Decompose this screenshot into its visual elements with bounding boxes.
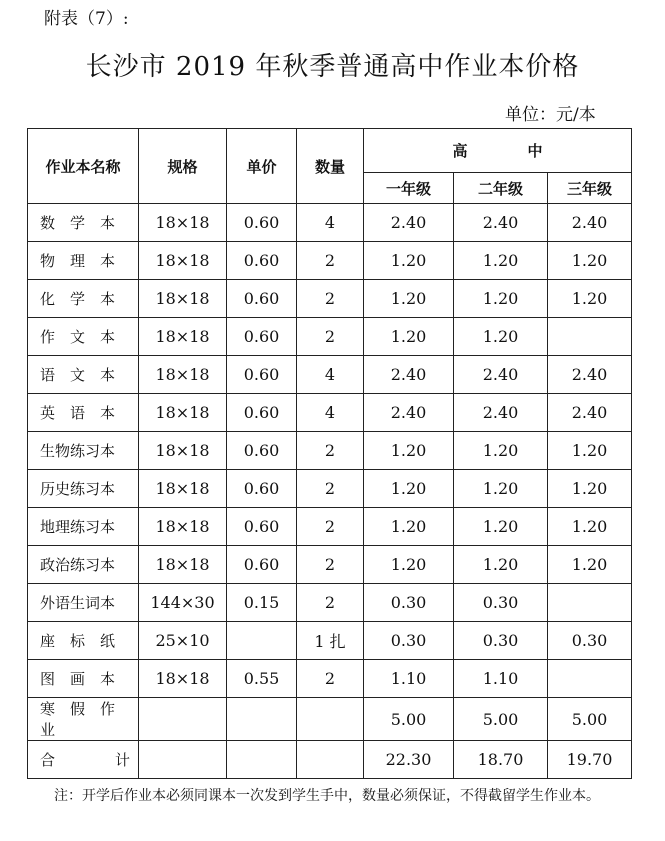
row-spec: 18×18 <box>139 432 227 470</box>
row-price: 0.55 <box>227 660 297 698</box>
table-row <box>28 698 632 741</box>
table-row <box>28 622 632 660</box>
row-spec: 18×18 <box>139 242 227 280</box>
row-grade3 <box>548 660 632 698</box>
row-quantity <box>297 741 364 779</box>
row-grade3 <box>548 584 632 622</box>
row-quantity: 2 <box>297 584 364 622</box>
row-quantity: 1 扎 <box>297 622 364 660</box>
row-name: 图 画 本 <box>28 660 139 698</box>
row-quantity: 4 <box>297 204 364 242</box>
row-price <box>227 698 297 741</box>
row-name: 英 语 本 <box>28 394 139 432</box>
row-grade2: 18.70 <box>454 741 548 779</box>
row-price: 0.60 <box>227 432 297 470</box>
table-row <box>28 470 632 508</box>
row-grade1: 1.20 <box>364 546 454 584</box>
row-name: 外语生词本 <box>28 584 139 622</box>
row-price: 0.60 <box>227 356 297 394</box>
row-grade2: 1.20 <box>454 508 548 546</box>
row-price: 0.60 <box>227 508 297 546</box>
row-grade1: 1.20 <box>364 242 454 280</box>
row-name: 物 理 本 <box>28 242 139 280</box>
row-grade3: 1.20 <box>548 470 632 508</box>
row-name: 政治练习本 <box>28 546 139 584</box>
row-grade1: 1.20 <box>364 508 454 546</box>
table-row <box>28 318 632 356</box>
row-grade1: 2.40 <box>364 394 454 432</box>
row-price: 0.60 <box>227 204 297 242</box>
row-grade1: 1.20 <box>364 318 454 356</box>
row-price: 0.60 <box>227 546 297 584</box>
row-name: 生物练习本 <box>28 432 139 470</box>
row-spec: 144×30 <box>139 584 227 622</box>
table-row <box>28 546 632 584</box>
row-spec: 18×18 <box>139 546 227 584</box>
table-row <box>28 432 632 470</box>
row-quantity: 2 <box>297 280 364 318</box>
row-spec: 25×10 <box>139 622 227 660</box>
row-name: 地理练习本 <box>28 508 139 546</box>
row-grade1: 1.20 <box>364 470 454 508</box>
row-name: 合 计 <box>28 741 139 779</box>
row-grade2: 5.00 <box>454 698 548 741</box>
row-grade2: 1.10 <box>454 660 548 698</box>
row-grade1: 0.30 <box>364 622 454 660</box>
row-grade2: 1.20 <box>454 318 548 356</box>
appendix-label: 附表（7）: <box>44 9 129 29</box>
row-spec: 18×18 <box>139 318 227 356</box>
row-grade3: 1.20 <box>548 432 632 470</box>
row-spec: 18×18 <box>139 660 227 698</box>
row-name: 寒 假 作 业 <box>28 698 139 741</box>
row-quantity: 2 <box>297 508 364 546</box>
row-grade2: 1.20 <box>454 546 548 584</box>
row-spec: 18×18 <box>139 394 227 432</box>
row-grade3: 2.40 <box>548 204 632 242</box>
header-name: 作业本名称 <box>28 129 139 204</box>
row-grade3: 1.20 <box>548 242 632 280</box>
table-row <box>28 280 632 318</box>
header-high-school: 高 中 <box>364 129 632 173</box>
table-row <box>28 204 632 242</box>
row-grade1: 0.30 <box>364 584 454 622</box>
header-spec: 规格 <box>139 129 227 204</box>
row-spec: 18×18 <box>139 204 227 242</box>
row-spec <box>139 741 227 779</box>
header-grade2: 二年级 <box>454 173 548 204</box>
row-grade3: 1.20 <box>548 546 632 584</box>
row-price: 0.60 <box>227 280 297 318</box>
table-row <box>28 660 632 698</box>
row-grade2: 0.30 <box>454 584 548 622</box>
row-spec: 18×18 <box>139 508 227 546</box>
row-price: 0.60 <box>227 470 297 508</box>
table-row <box>28 741 632 779</box>
row-price: 0.60 <box>227 318 297 356</box>
price-table <box>27 128 632 779</box>
row-quantity: 2 <box>297 660 364 698</box>
row-spec <box>139 698 227 741</box>
row-grade3: 5.00 <box>548 698 632 741</box>
row-grade1: 2.40 <box>364 356 454 394</box>
row-quantity: 2 <box>297 318 364 356</box>
row-grade1: 22.30 <box>364 741 454 779</box>
row-quantity: 4 <box>297 356 364 394</box>
row-price: 0.15 <box>227 584 297 622</box>
table-row <box>28 508 632 546</box>
row-spec: 18×18 <box>139 280 227 318</box>
row-grade1: 2.40 <box>364 204 454 242</box>
row-grade3: 1.20 <box>548 280 632 318</box>
row-price: 0.60 <box>227 242 297 280</box>
row-grade3 <box>548 318 632 356</box>
row-grade2: 2.40 <box>454 394 548 432</box>
row-grade3: 2.40 <box>548 394 632 432</box>
table-row <box>28 584 632 622</box>
header-grade1: 一年级 <box>364 173 454 204</box>
row-grade1: 5.00 <box>364 698 454 741</box>
row-name: 历史练习本 <box>28 470 139 508</box>
row-grade3: 19.70 <box>548 741 632 779</box>
row-name: 座 标 纸 <box>28 622 139 660</box>
row-grade2: 1.20 <box>454 242 548 280</box>
row-quantity: 4 <box>297 394 364 432</box>
row-name: 数 学 本 <box>28 204 139 242</box>
row-quantity: 2 <box>297 546 364 584</box>
row-price <box>227 622 297 660</box>
row-grade2: 1.20 <box>454 470 548 508</box>
header-unit-price: 单价 <box>227 129 297 204</box>
row-name: 语 文 本 <box>28 356 139 394</box>
row-grade2: 1.20 <box>454 280 548 318</box>
row-grade1: 1.10 <box>364 660 454 698</box>
row-spec: 18×18 <box>139 356 227 394</box>
table-row <box>28 356 632 394</box>
row-grade2: 0.30 <box>454 622 548 660</box>
header-grade3: 三年级 <box>548 173 632 204</box>
page-title: 长沙市 2019 年秋季普通高中作业本价格 <box>85 52 580 82</box>
row-quantity: 2 <box>297 242 364 280</box>
row-grade1: 1.20 <box>364 432 454 470</box>
header-quantity: 数量 <box>297 129 364 204</box>
row-grade3: 0.30 <box>548 622 632 660</box>
row-name: 化 学 本 <box>28 280 139 318</box>
unit-note: 单位：元/本 <box>505 105 596 125</box>
row-price: 0.60 <box>227 394 297 432</box>
row-grade2: 2.40 <box>454 356 548 394</box>
row-grade2: 2.40 <box>454 204 548 242</box>
table-row <box>28 242 632 280</box>
row-spec: 18×18 <box>139 470 227 508</box>
row-quantity: 2 <box>297 470 364 508</box>
row-price <box>227 741 297 779</box>
row-name: 作 文 本 <box>28 318 139 356</box>
row-quantity: 2 <box>297 432 364 470</box>
row-grade3: 2.40 <box>548 356 632 394</box>
table-row <box>28 394 632 432</box>
row-grade2: 1.20 <box>454 432 548 470</box>
row-grade3: 1.20 <box>548 508 632 546</box>
row-grade1: 1.20 <box>364 280 454 318</box>
row-quantity <box>297 698 364 741</box>
footnote: 注：开学后作业本必须同课本一次发到学生手中，数量必须保证，不得截留学生作业本。 <box>54 788 600 804</box>
